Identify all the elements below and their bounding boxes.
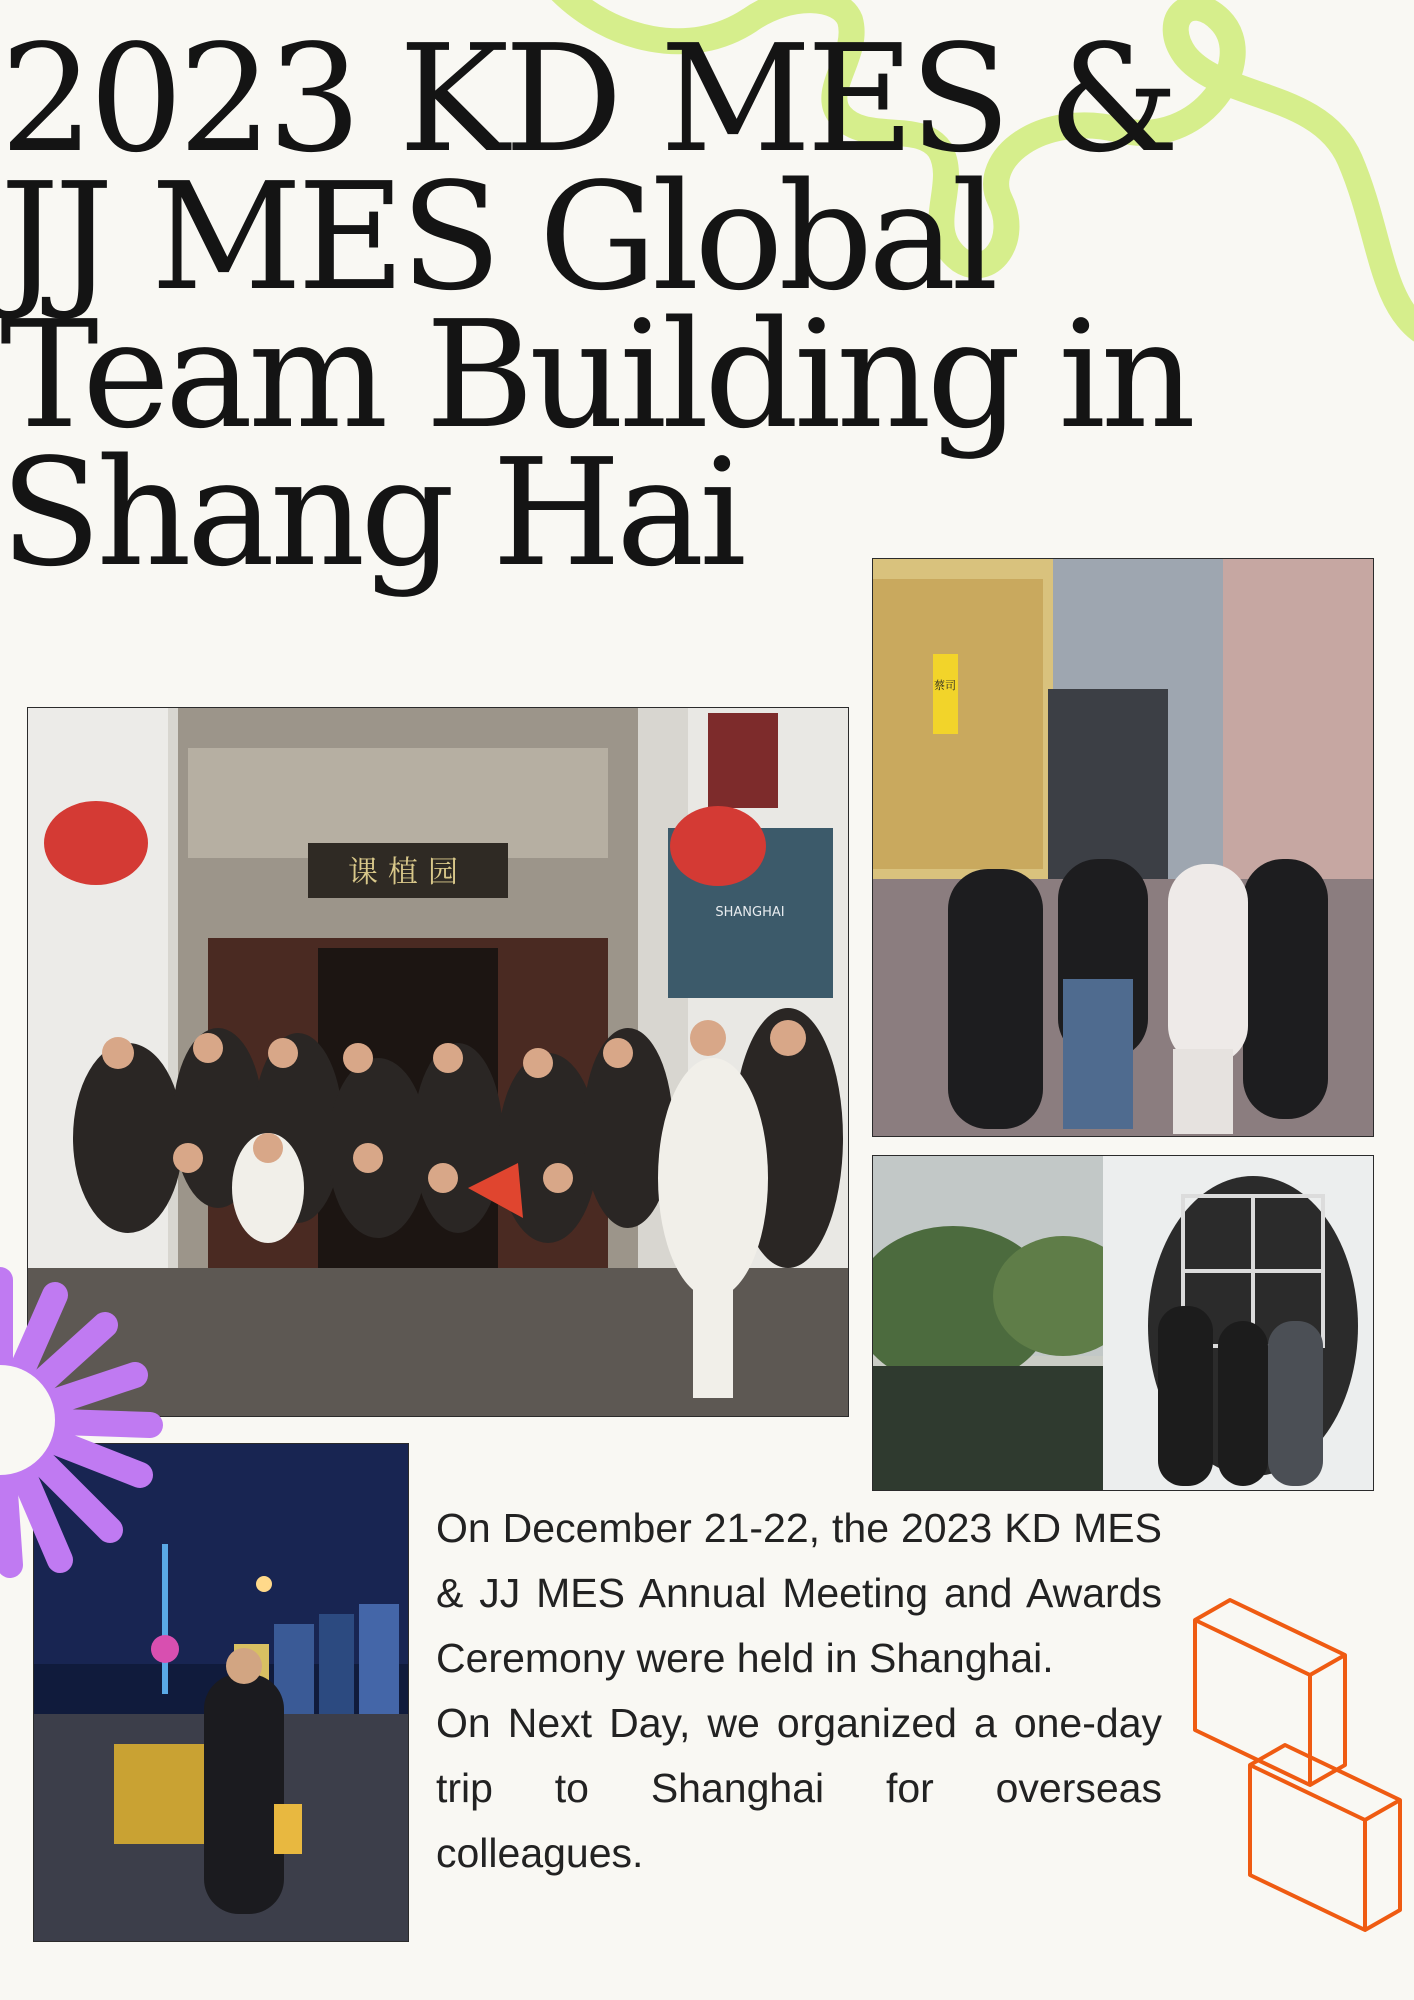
street-photo — [872, 558, 1374, 1137]
page-title — [0, 13, 1250, 599]
event-description — [436, 1496, 1162, 1886]
description-paragraph-2: On Next Day, we organized a one-day trip to Shanghai for overseas colleagues. — [436, 1700, 1162, 1876]
orange-boxes-icon — [1190, 1595, 1414, 1975]
title-line-3: Team Building in — [0, 289, 1192, 461]
night-photo — [33, 1443, 409, 1942]
street-banner-text: 蔡司 — [934, 679, 956, 692]
title-line-1: 2023 KD MES & — [0, 13, 1175, 185]
garden-photo — [872, 1155, 1374, 1491]
board-text: SHANGHAI — [715, 905, 785, 920]
gate-sign-text: 课植园 — [348, 855, 468, 890]
description-paragraph-1: On December 21-22, the 2023 KD MES & JJ MES Annual Meeting and Awards Ceremony were held in Shanghai. — [436, 1505, 1162, 1681]
group-photo — [27, 707, 849, 1417]
title-line-4: Shang Hai — [0, 427, 742, 599]
title-line-2: JJ MES Global — [0, 151, 994, 323]
